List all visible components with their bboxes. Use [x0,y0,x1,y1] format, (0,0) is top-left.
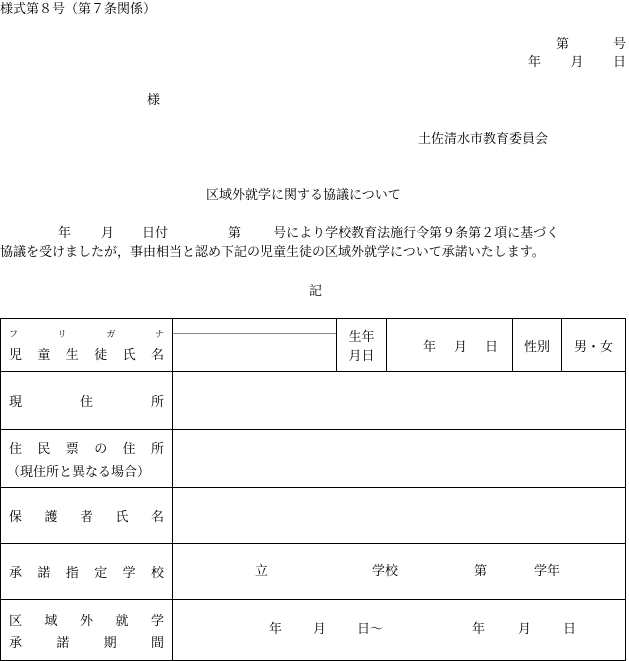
name-label: 児童生徒氏名 [9,348,164,363]
resident-label: 住民票の住所 [9,441,164,457]
name-row [1,319,626,372]
period-end-year: 年 [472,622,486,637]
birth-label-1: 生年 [348,330,375,345]
body-year: 年 [58,226,72,241]
guardian-label: 保護者氏名 [9,510,164,525]
name-input-cell[interactable] [173,319,337,372]
resident-value-cell[interactable] [173,430,626,488]
address-value-cell[interactable] [173,372,626,430]
school-label: 承諾指定学校 [9,566,164,581]
period-label-2: 承諾期間 [9,635,164,651]
doc-date [528,55,626,71]
resident-label-cell [1,430,173,488]
guardian-value-cell[interactable] [173,488,626,544]
birth-label-2: 月日 [348,349,375,364]
date-month: 月 [570,55,584,70]
furigana-label [1,327,172,340]
birth-day: 日 [484,339,498,355]
school-label-cell [1,544,173,600]
body-date-suffix: 日付 [142,226,169,241]
doc-number-go: 号 [612,37,626,52]
body-month: 月 [101,226,115,241]
date-year: 年 [528,55,542,70]
furigana-char: リ [57,330,67,340]
name-label-cell [1,319,173,372]
doc-number [556,37,626,53]
issuer: 土佐清水市教育委員会 [418,132,549,147]
address-row [1,372,626,430]
sex-label-cell: 性別 [513,319,562,372]
furigana-field[interactable] [173,319,336,334]
body-text-1: 号により学校教育法施行令第９条第２項に基づく [273,226,560,241]
period-label-cell [1,600,173,661]
body-line-1 [58,226,626,242]
period-start-day: 日～ [357,622,384,637]
school-value-cell[interactable] [173,544,626,600]
birth-year: 年 [423,339,437,355]
resident-note: （現住所と異なる場合） [7,464,151,480]
form-id: 様式第８号（第７条関係） [0,2,157,17]
date-day: 日 [612,55,626,70]
guardian-row [1,488,626,544]
doc-number-dai: 第 [556,37,570,52]
body-line-2: 協議を受けましたが，事由相当と認め下記の児童生徒の区域外就学について承諾いたします。 [0,245,545,260]
student-form-table [0,318,626,661]
furigana-char: フ [9,330,19,340]
body-dai: 第 [228,226,242,241]
period-start-month: 月 [313,622,327,637]
guardian-label-cell [1,488,173,544]
period-start-year: 年 [269,622,283,637]
period-row [1,600,626,661]
school-dai: 第 [474,563,488,579]
ki-label: 記 [309,284,323,299]
addressee-sama: 様 [147,93,161,108]
school-gakunen: 学年 [534,563,561,579]
address-label: 現住所 [9,395,164,410]
furigana-char: ナ [154,330,164,340]
birth-value-cell[interactable] [387,319,513,372]
school-row [1,544,626,600]
resident-row [1,430,626,488]
furigana-char: ガ [106,330,116,340]
period-value-cell[interactable] [173,600,626,661]
address-label-cell [1,372,173,430]
period-label-1: 区域外就学 [9,613,164,629]
birth-label-cell [337,319,387,372]
school-gakko: 学校 [372,563,399,579]
period-end-day: 日 [563,622,577,637]
document-title: 区域外就学に関する協議について [206,188,401,203]
birth-month: 月 [453,339,467,355]
period-end-month: 月 [518,622,532,637]
school-ritsu: 立 [255,563,269,579]
sex-value-cell[interactable]: 男・女 [562,319,626,372]
